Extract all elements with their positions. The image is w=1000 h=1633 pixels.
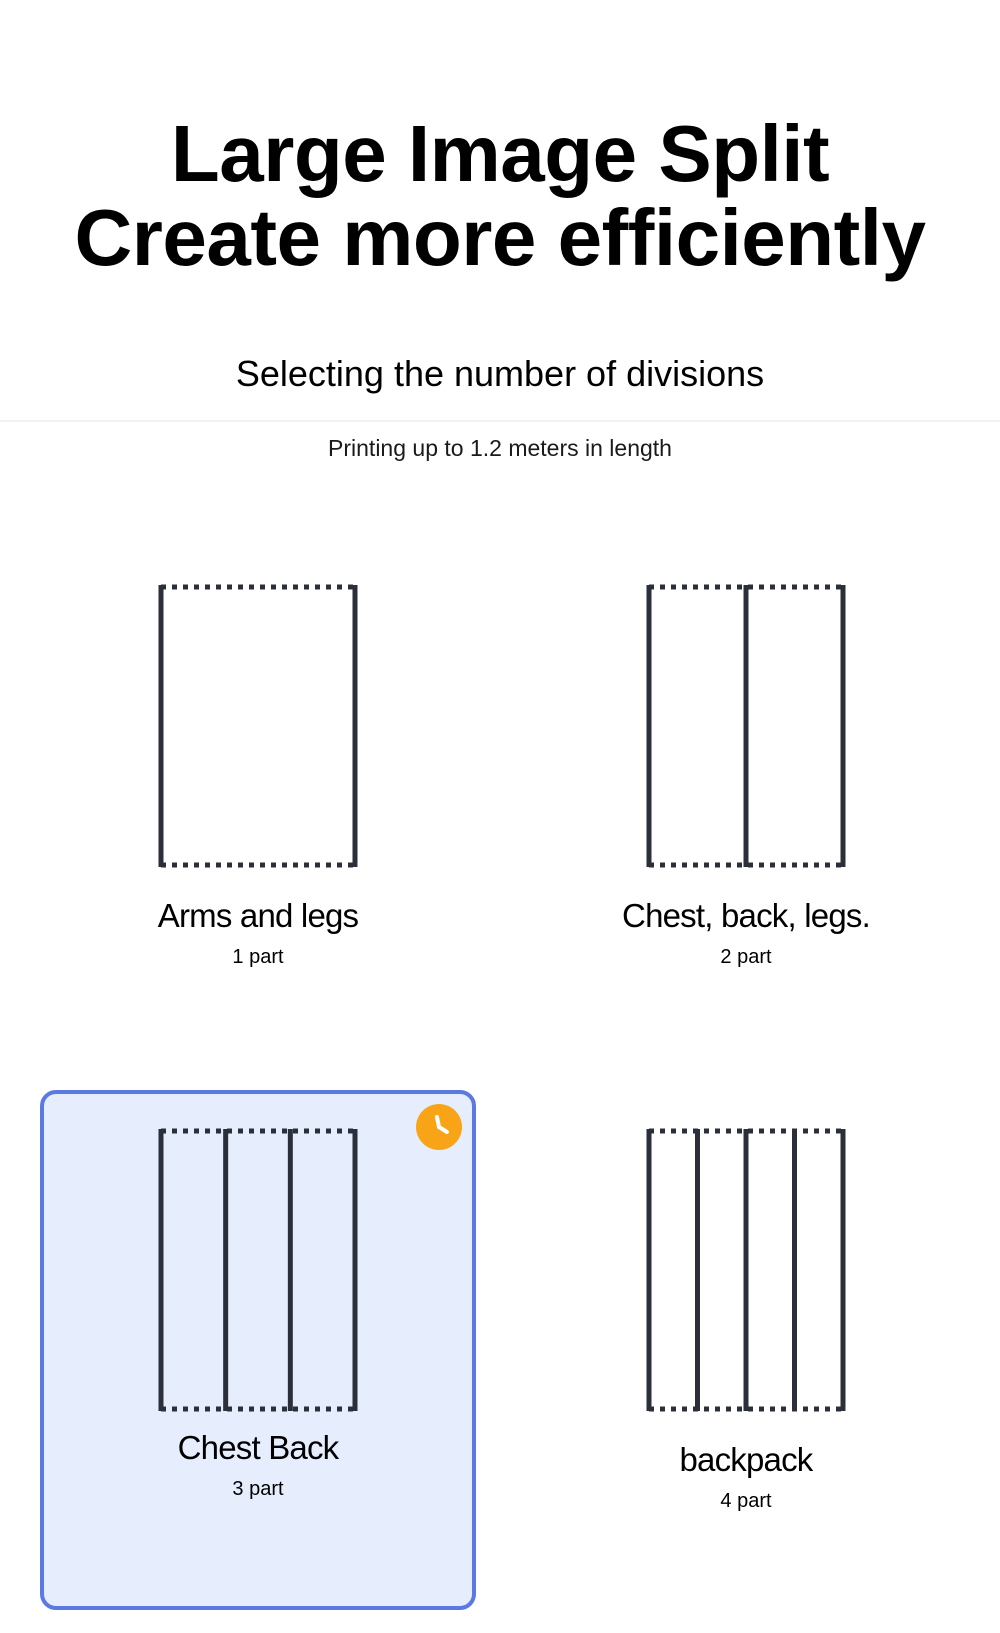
option-parts: 4 part: [720, 1490, 772, 1512]
title-line-2: Create more efficiently: [74, 193, 926, 282]
option-label: Chest Back: [177, 1429, 339, 1466]
length-note: Printing up to 1.2 meters in length: [328, 435, 672, 461]
split-option-3[interactable]: [40, 1090, 476, 1610]
option-parts: 1 part: [232, 946, 284, 968]
split-diagram-icon: [646, 1128, 846, 1412]
header-section: [0, 0, 1000, 422]
split-option-4[interactable]: [528, 1090, 964, 1610]
split-diagram-icon: [158, 1128, 358, 1412]
split-diagram-icon: [158, 584, 358, 868]
option-label: backpack: [679, 1441, 813, 1478]
split-diagram-icon: [646, 584, 846, 868]
title-line-1: Large Image Split: [170, 109, 830, 198]
option-parts: 2 part: [720, 946, 772, 968]
option-label: Chest, back, legs.: [622, 897, 870, 934]
split-option-2[interactable]: [528, 546, 964, 1066]
page-subtitle: Selecting the number of divisions: [235, 353, 765, 394]
option-label: Arms and legs: [157, 897, 359, 934]
clock-icon: [416, 1104, 462, 1150]
split-option-1[interactable]: [40, 546, 476, 1066]
option-parts: 3 part: [232, 1478, 284, 1500]
page-title: [0, 109, 1000, 282]
